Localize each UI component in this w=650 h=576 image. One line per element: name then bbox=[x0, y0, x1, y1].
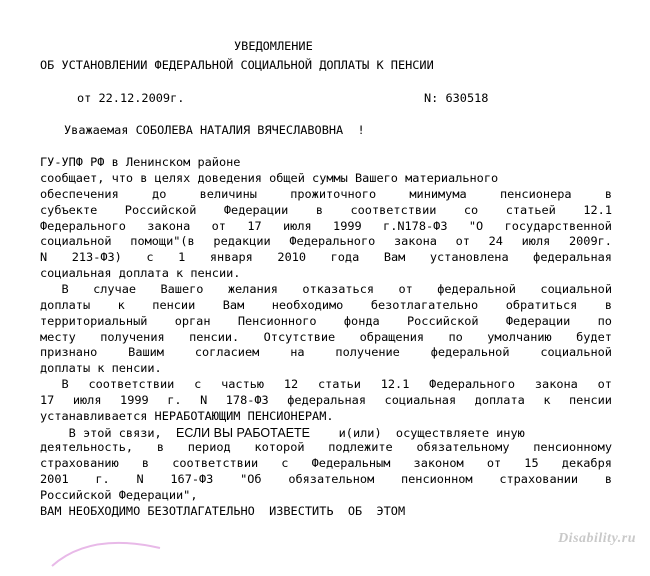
body-line: признано Вашим согласием на получение федеральной социальной bbox=[40, 345, 612, 360]
body-line: 17 июля 1999 г. N 178-ФЗ федеральная социальная доплата к пенсии bbox=[40, 392, 612, 407]
document-number: N: 630518 bbox=[424, 91, 489, 105]
working-pensioner-caps: ЕСЛИ ВЫ РАБОТАЕТЕ bbox=[176, 425, 311, 440]
body-line: сообщает, что в целях доведения общей суммы Вашего материального bbox=[40, 171, 499, 185]
body-line: В соответствии с частью 12 статьи 12.1 Федерального закона от bbox=[40, 377, 612, 392]
body-line: обеспечения до величины прожиточного минимума пенсионера в bbox=[40, 186, 612, 201]
body-line: Российской Федерации", bbox=[40, 488, 198, 502]
body-line: социальная доплата к пенсии. bbox=[40, 266, 241, 281]
body-line: ВАМ НЕОБХОДИМО БЕЗОТЛАГАТЕЛЬНО ИЗВЕСТИТЬ ОБ ЭТОМ bbox=[40, 503, 406, 518]
greeting: Уважаемая СОБОЛЕВА НАТАЛИЯ ВЯЧЕСЛАВОВНА ! bbox=[64, 123, 365, 137]
body-line: В случае Вашего желания отказаться от федеральной социальной bbox=[40, 281, 612, 296]
stamp-fragment bbox=[50, 536, 170, 576]
document-date: от 22.12.2009г. bbox=[77, 91, 185, 105]
body-line: доплаты к пенсии Вам необходимо безотлагательно обратиться в bbox=[40, 297, 612, 312]
body-line: доплаты к пенсии. bbox=[40, 361, 162, 376]
body-line: В этой связи, ЕСЛИ ВЫ РАБОТАЕТЕ и(или) осуществляете иную bbox=[40, 425, 525, 440]
watermark: Disability.ru bbox=[558, 531, 636, 546]
body-line: N 213-ФЗ) с 1 января 2010 года Вам установлена федеральная bbox=[40, 250, 612, 265]
body-line: страхованию в соответствии с Федеральным законом от 15 декабря bbox=[40, 456, 612, 471]
body-line: социальной помощи"(в редакции Федерального закона от 24 июля 2009г. bbox=[40, 234, 612, 249]
office-name: ГУ-УПФ РФ в Ленинском районе bbox=[40, 155, 241, 169]
body-line: 2001 г. N 167-ФЗ "Об обязательном пенсионном страховании в bbox=[40, 472, 612, 487]
body-line: субъекте Российской Федерации в соответствии со статьей 12.1 bbox=[40, 202, 612, 217]
document-subtitle: ОБ УСТАНОВЛЕНИИ ФЕДЕРАЛЬНОЙ СОЦИАЛЬНОЙ ДОПЛАТЫ К ПЕНСИИ bbox=[40, 58, 434, 72]
body-line: территориальный орган Пенсионного фонда Российской Федерации по bbox=[40, 313, 612, 328]
body-line: устанавливается НЕРАБОТАЮЩИМ ПЕНСИОНЕРАМ. bbox=[40, 408, 334, 423]
body-line: месту получения пенсии. Отсутствие обращения по умолчанию будет bbox=[40, 329, 612, 344]
document-title: УВЕДОМЛЕНИЕ bbox=[234, 39, 313, 53]
working-pensioner-tail: и(или) осуществляете иную bbox=[310, 425, 525, 440]
body-line: Федерального закона от 17 июля 1999 г.N178-ФЗ "О государственной bbox=[40, 218, 612, 233]
body-line: деятельность, в период которой подлежите обязательному пенсионному bbox=[40, 440, 612, 455]
